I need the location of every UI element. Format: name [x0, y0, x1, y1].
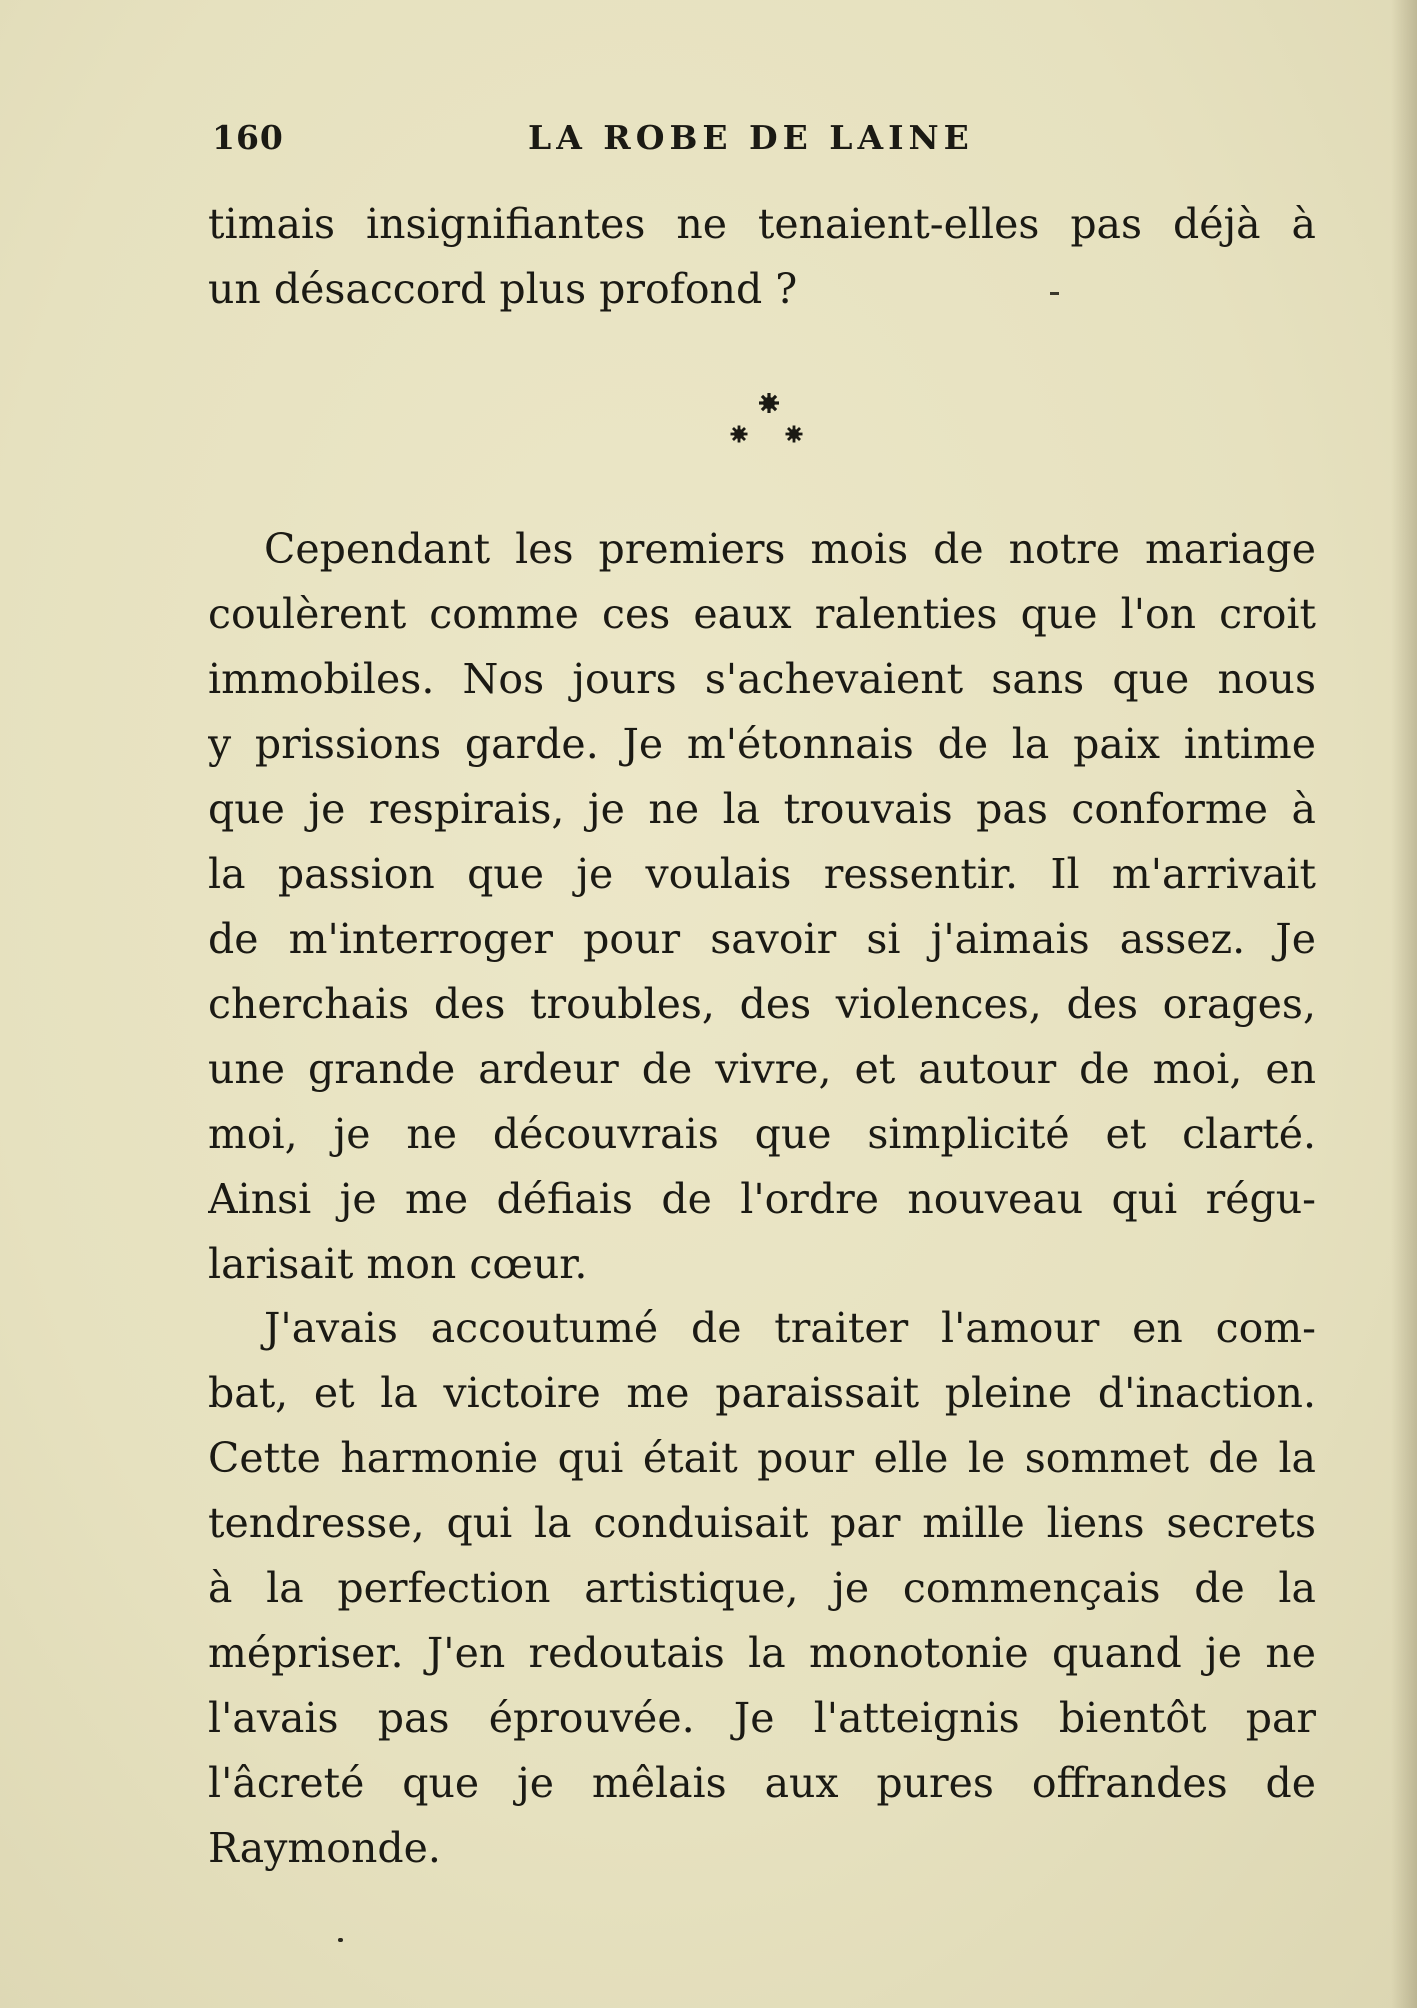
- text-line: Cette harmonie qui était pour elle le sommet de la: [208, 1434, 1316, 1482]
- text-line: Cependant les premiers mois de notre mariage: [264, 525, 1316, 573]
- page-number: 160: [212, 118, 284, 157]
- asterism-icon: [718, 386, 808, 456]
- text-line: Ainsi je me défiais de l'ordre nouveau qui régu-: [208, 1175, 1316, 1223]
- text-line: mépriser. J'en redoutais la monotonie quand je ne: [208, 1629, 1316, 1677]
- text-line: bat, et la victoire me paraissait pleine d'inaction.: [208, 1369, 1316, 1417]
- text-line: larisait mon cœur.: [208, 1240, 588, 1288]
- text-line: que je respirais, je ne la trouvais pas conforme à: [208, 785, 1316, 833]
- paragraph-2: [208, 1296, 1316, 1881]
- text-line: cherchais des troubles, des violences, des orages,: [208, 980, 1316, 1028]
- text-line: coulèrent comme ces eaux ralenties que l'on croit: [208, 590, 1316, 638]
- stray-mark: [338, 1938, 343, 1942]
- text-line: un désaccord plus profond ?: [208, 265, 798, 313]
- text-line: timais insignifiantes ne tenaient-elles pas déjà à: [208, 200, 1316, 248]
- running-header: [212, 118, 1012, 168]
- text-line: de m'interroger pour savoir si j'aimais assez. Je: [208, 915, 1316, 963]
- page-edge-shadow: [1391, 0, 1417, 2008]
- text-line: tendresse, qui la conduisait par mille liens secrets: [208, 1499, 1316, 1547]
- text-line: la passion que je voulais ressentir. Il m'arrivait: [208, 850, 1316, 898]
- text-line: à la perfection artistique, je commençais de la: [208, 1564, 1316, 1612]
- text-line: l'avais pas éprouvée. Je l'atteignis bientôt par: [208, 1694, 1316, 1742]
- text-line: Raymonde.: [208, 1824, 441, 1872]
- paragraph-1: [208, 517, 1316, 1297]
- asterism-separator: [718, 386, 808, 456]
- text-line: J'avais accoutumé de traiter l'amour en com-: [264, 1304, 1316, 1352]
- text-line: une grande ardeur de vivre, et autour de moi, en: [208, 1045, 1316, 1093]
- continuation-text: [208, 192, 1316, 322]
- text-line: y prissions garde. Je m'étonnais de la paix intime: [208, 720, 1316, 768]
- text-line: immobiles. Nos jours s'achevaient sans que nous: [208, 655, 1316, 703]
- text-line: l'âcreté que je mêlais aux pures offrandes de: [208, 1759, 1316, 1807]
- text-line: moi, je ne découvrais que simplicité et clarté.: [208, 1110, 1316, 1158]
- running-title: LA ROBE DE LAINE: [528, 118, 974, 157]
- stray-mark: [1050, 292, 1059, 295]
